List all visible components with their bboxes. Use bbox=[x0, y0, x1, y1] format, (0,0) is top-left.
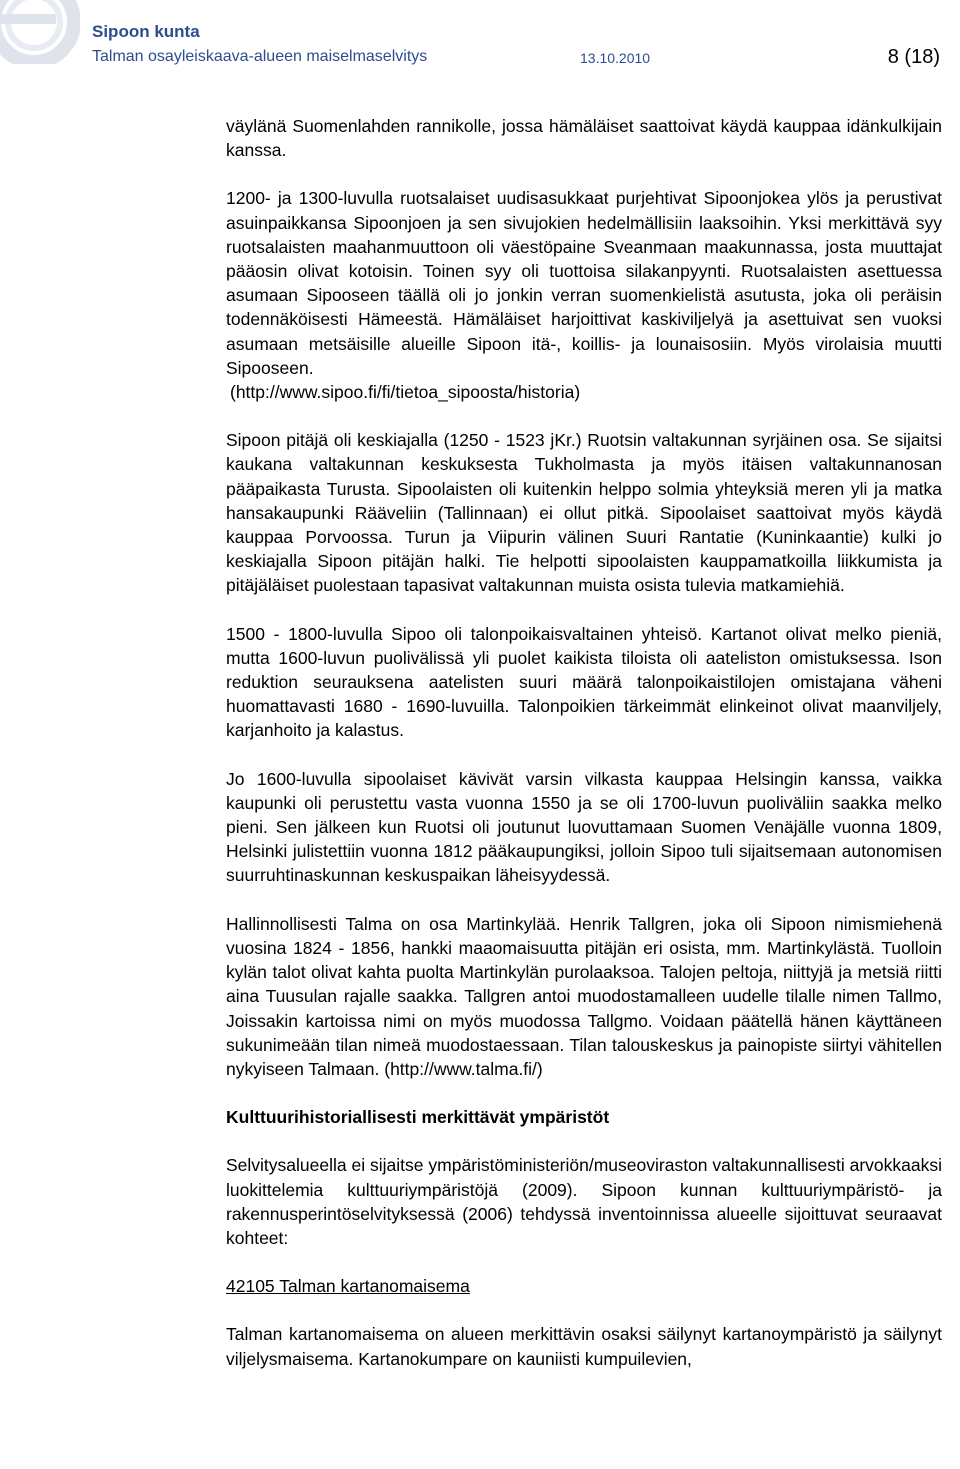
subsection-heading-talma-manor: 42105 Talman kartanomaisema bbox=[226, 1276, 470, 1297]
document-date: 13.10.2010 bbox=[580, 50, 651, 66]
paragraph-7: Selvitysalueella ei sijaitse ympäristöministeriön/museoviraston valtakunnallisesti arvokkaaksi luokittelemia kulttuuriympäristöjä (2009). Sipoon kunnan kulttuuriympäristö- ja rakennusperintöselvityksessä (2006) tehdyssä inventoinnissa alueelle sijoittuvat seuraavat kohteet: bbox=[226, 1155, 942, 1248]
org-name: Sipoon kunta bbox=[92, 22, 200, 41]
paragraph-4: 1500 - 1800-luvulla Sipoo oli talonpoikaisvaltainen yhteisö. Kartanot olivat melko pieniä, mutta 1600-luvun puolivälissä yli puolet kaikista tiloista oli aateliston omistuksessa. Ison reduktion seurauksena aatelisten suuri määrä talonpoikaistilojen omistajana väheni huomattavasti 1680 - 1690-luvuilla. Talonpoikien tärkeimmät elinkeinot olivat maanviljely, karjanhoito ja kalastus. bbox=[226, 623, 942, 741]
paragraph-3: Sipoon pitäjä oli keskiajalla (1250 - 1523 jKr.) Ruotsin valtakunnan syrjäinen osa. Se sijaitsi kaukana valtakunnan keskuksesta Tukholmasta ja myös itäisen valtakunnanosan pääpaikasta Turusta. Sipoolaisten oli kuitenkin helppo solmia yhteyksiä meren yli ja matka hansakaupunki Rääveliin (Tallinnaan) ei ollut pitkä. Sipoolaiset saattoivat myös käydä kauppaa Porvoossa. Turun ja Viipurin välinen Suuri Rantatie (Kuninkaantie) kulki jo keskiajalla Sipoon pitäjän halki. Tie helpotti sipoolaisten kauppamatkoilla liikkumista ja pitäjäläiset puolestaan tapasivat valtakunnan muista osista tulevia matkamiehiä. bbox=[226, 430, 942, 596]
paragraph-6: Hallinnollisesti Talma on osa Martinkylää. Henrik Tallgren, joka oli Sipoon nimismiehenä vuosina 1824 - 1856, hankki maaomaisuutta pitäjän eri osista, mm. Martinkylästä. Tuolloin kylän talot olivat kahta puolta Martinkylän purolaaksoa. Talojen peltoja, niittyjä ja metsiä riitti aina Tuusulan rajalle saakka. Tallgren antoi muodostamalleen uudelle tilalle nimen Tallmo, Joissakin kartoissa nimi on myös muodossa Tallgmo. Voidaan päätellä hänen käyttäneen sukunimeään tilan nimeä muodostaessaan. Tilan talouskeskus ja painopiste siirtyi vähitellen nykyiseen Talmaan. (http://www.talma.fi/) bbox=[226, 913, 942, 1079]
section-heading-cultural-environments: Kulttuurihistoriallisesti merkittävät ympäristöt bbox=[226, 1107, 610, 1128]
document-title: Talman osayleiskaava-alueen maiselmaselvitys bbox=[92, 48, 428, 65]
paragraph-2: 1200- ja 1300-luvulla ruotsalaiset uudisasukkaat purjehtivat Sipoonjokea ylös ja perustivat asuinpaikkansa Sipoonjoen ja sen sivujokien hedelmällisiin laaksoihin. Yksi merkittävä syy ruotsalaisten maahanmuuttoon oli väestöpaine Sveanmaan maakunnassa, josta muuttajat pääosin olivat kotoisin. Toinen syy oli tuottoisa silakanpyynti. Ruotsalaisten asettuessa asumaan Sipooseen täällä oli jo jonkin verran suomenkielistä asutusta, joka oli peräisin todennäköisesti Hämeestä. Hämäläiset harjoittivat kaskiviljelyä ja asettuivat sen vuoksi asumaan metsäisille alueille Sipoon itä-, koillis- ja lounaisosiin. Myös virolaisia muutti Sipooseen. bbox=[226, 188, 942, 378]
paragraph-8: Talman kartanomaisema on alueen merkittävin osaksi säilynyt kartanoympäristö ja säilynyt viljelysmaisema. Kartanokumpare on kauniisti kumpuilevien, bbox=[226, 1324, 942, 1369]
page-header bbox=[92, 22, 942, 72]
paragraph-1: väylänä Suomenlahden rannikolle, jossa hämäläiset saattoivat käydä kauppaa idänkulkijain kanssa. bbox=[226, 116, 942, 161]
sipoo-e-logo-icon bbox=[0, 0, 80, 64]
page-number: 8 (18) bbox=[887, 46, 940, 68]
document-body bbox=[226, 114, 942, 1395]
paragraph-2-source-url[interactable]: (http://www.sipoo.fi/fi/tietoa_sipoosta/historia) bbox=[230, 382, 581, 403]
paragraph-5: Jo 1600-luvulla sipoolaiset kävivät varsin vilkasta kauppaa Helsingin kanssa, vaikka kaupunki oli perustettu vasta vuonna 1550 ja se oli 1700-luvun puoliväliin saakka melko pieni. Sen jälkeen kun Ruotsi oli joutunut luovuttamaan Suomen Venäjälle vuonna 1809, Helsinki julistettiin vuonna 1812 pääkaupungiksi, jolloin Sipoo tuli sijaitsemaan autonomisen suurruhtinaskunnan keskuspaikan läheisyydessä. bbox=[226, 768, 942, 886]
